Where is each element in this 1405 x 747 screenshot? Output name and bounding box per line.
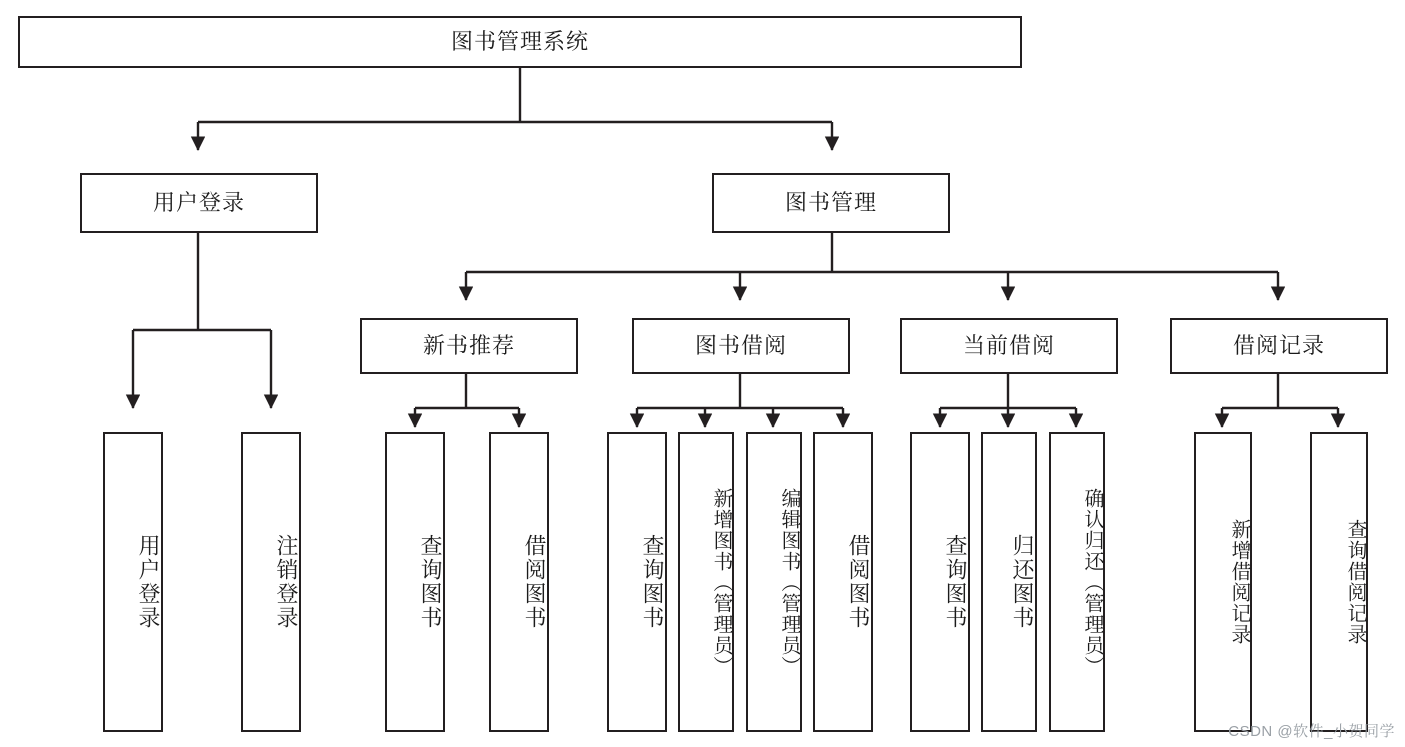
node-leaf-user-login-label: 用户登录 xyxy=(136,534,161,630)
watermark: CSDN @软件_小贺同学 xyxy=(1228,723,1395,740)
node-leaf-query-record-label: 查询借阅记录 xyxy=(1344,519,1366,645)
node-leaf-query-book-1-label: 查询图书 xyxy=(418,534,443,630)
node-leaf-confirm-return-label: 确认归还（管理员） xyxy=(1081,487,1103,677)
node-borrow-record xyxy=(1170,318,1388,374)
node-new-book-recommend xyxy=(360,318,578,374)
node-leaf-user-login xyxy=(103,432,163,732)
node-leaf-query-book-3 xyxy=(910,432,970,732)
node-book-borrow-label: 图书借阅 xyxy=(694,333,787,359)
node-leaf-query-book-1 xyxy=(385,432,445,732)
node-leaf-add-record-label: 新增借阅记录 xyxy=(1228,519,1250,645)
node-leaf-borrow-book-1-label: 借阅图书 xyxy=(522,534,547,630)
node-book-manage xyxy=(712,173,950,233)
node-borrow-record-label: 借阅记录 xyxy=(1232,333,1325,359)
node-leaf-edit-book xyxy=(746,432,802,732)
node-user-login xyxy=(80,173,318,233)
node-leaf-query-record xyxy=(1310,432,1368,732)
node-leaf-return-book-label: 归还图书 xyxy=(1010,534,1035,630)
node-leaf-return-book xyxy=(981,432,1037,732)
node-leaf-add-book-label: 新增图书（管理员） xyxy=(710,487,732,677)
node-new-book-recommend-label: 新书推荐 xyxy=(422,333,515,359)
node-current-borrow xyxy=(900,318,1118,374)
node-leaf-logout-label: 注销登录 xyxy=(274,534,299,630)
node-user-login-label: 用户登录 xyxy=(152,190,245,216)
node-leaf-edit-book-label: 编辑图书（管理员） xyxy=(778,487,800,677)
node-leaf-confirm-return xyxy=(1049,432,1105,732)
node-root xyxy=(18,16,1022,68)
node-leaf-borrow-book-2 xyxy=(813,432,873,732)
node-leaf-borrow-book-1 xyxy=(489,432,549,732)
node-leaf-query-book-2-label: 查询图书 xyxy=(640,534,665,630)
node-current-borrow-label: 当前借阅 xyxy=(962,333,1055,359)
node-leaf-query-book-3-label: 查询图书 xyxy=(943,534,968,630)
node-leaf-logout xyxy=(241,432,301,732)
node-leaf-query-book-2 xyxy=(607,432,667,732)
node-leaf-add-book xyxy=(678,432,734,732)
node-leaf-borrow-book-2-label: 借阅图书 xyxy=(846,534,871,630)
node-leaf-add-record xyxy=(1194,432,1252,732)
node-root-label: 图书管理系统 xyxy=(450,29,589,55)
node-book-borrow xyxy=(632,318,850,374)
node-book-manage-label: 图书管理 xyxy=(784,190,877,216)
